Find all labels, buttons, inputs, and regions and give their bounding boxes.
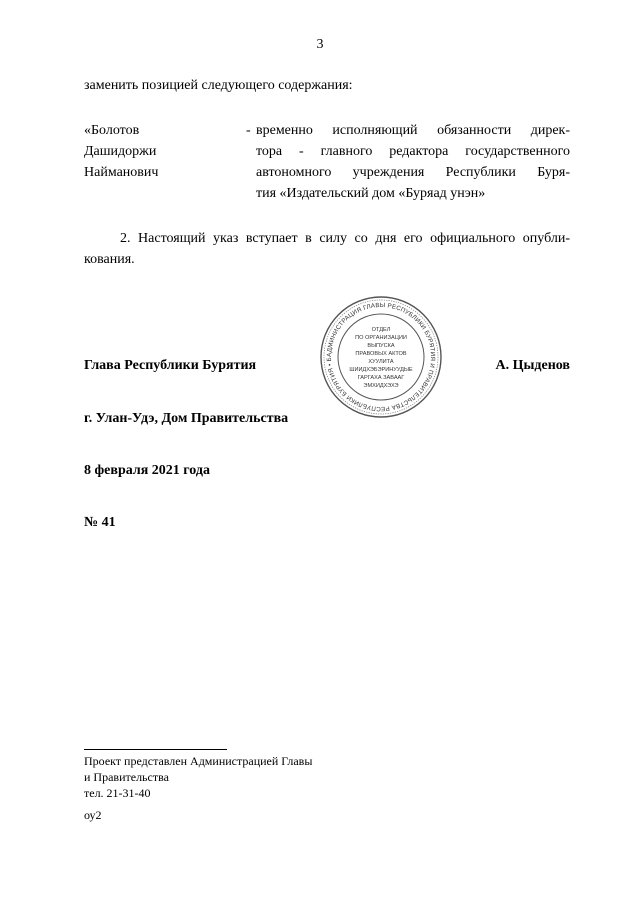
- position-line: тора - главного редактора государственного: [256, 144, 570, 159]
- seal-graphic: [319, 295, 443, 419]
- seal-inner-line: ПРАВОВЫХ АКТОВ: [355, 351, 407, 357]
- intro-text: заменить позицией следующего содержания:: [84, 78, 353, 93]
- seal-rim-pattern: [324, 300, 438, 414]
- document-code: оу2: [84, 808, 102, 822]
- position-line: автономного учреждения Республики Буря-: [256, 165, 570, 180]
- seal-inner-line: ШИИДХЭБЭРИНУУДЫЕ: [349, 367, 413, 373]
- footnote-line: Проект представлен Администрацией Главы: [84, 754, 313, 768]
- paragraph-2: [84, 228, 570, 270]
- paragraph-2-line: кования.: [84, 252, 135, 267]
- seal-inner-line: ОТДЕЛ: [371, 327, 391, 333]
- seal-outer-text: АДМИНИСТРАЦИЯ ГЛАВЫ РЕСПУБЛИКИ БУРЯТИЯ И ПРАВИТЕЛЬСТВА РЕСПУБЛИКИ БУРЯТИЯ • Б: [325, 301, 437, 413]
- appointee-position: [256, 120, 570, 204]
- head-title: Глава Республики Бурятия: [84, 358, 257, 373]
- official-seal: [319, 295, 443, 419]
- seal-inner-line: ВЫПУСКА: [367, 343, 395, 349]
- position-line: тия «Издательский дом «Буряад унэн»: [256, 186, 486, 201]
- separator-dash: -: [246, 123, 251, 138]
- signing-place: г. Улан-Удэ, Дом Правительства: [84, 411, 289, 426]
- appointee-first-name: Дашидоржи: [84, 144, 157, 159]
- seal-inner-line: ПО ОРГАНИЗАЦИИ: [355, 335, 407, 341]
- footnote-line: тел. 21-31-40: [84, 786, 151, 800]
- signer-name: А. Цыденов: [495, 358, 570, 373]
- decree-number: № 41: [84, 515, 116, 530]
- position-line: временно исполняющий обязанности дирек-: [256, 123, 570, 138]
- seal-inner-line: ГАРГАХА ЗАВААГ: [357, 375, 405, 381]
- paragraph-2-line: 2. Настоящий указ вступает в силу со дня его официального опубли-: [120, 231, 570, 246]
- seal-inner-line: ХУУЛИТА: [368, 359, 394, 365]
- page-number: 3: [316, 37, 324, 52]
- seal-inner-text: [349, 327, 413, 389]
- footnote: [84, 753, 312, 801]
- appointee-patronymic: Найманович: [84, 165, 159, 180]
- appointee-surname: «Болотов: [84, 123, 140, 138]
- seal-outer-ring: [321, 297, 441, 417]
- signing-date: 8 февраля 2021 года: [84, 463, 210, 478]
- footnote-line: и Правительства: [84, 770, 169, 784]
- seal-inner-line: ЭМХИДХЭХЭ: [363, 383, 399, 389]
- footnote-divider: [84, 749, 227, 750]
